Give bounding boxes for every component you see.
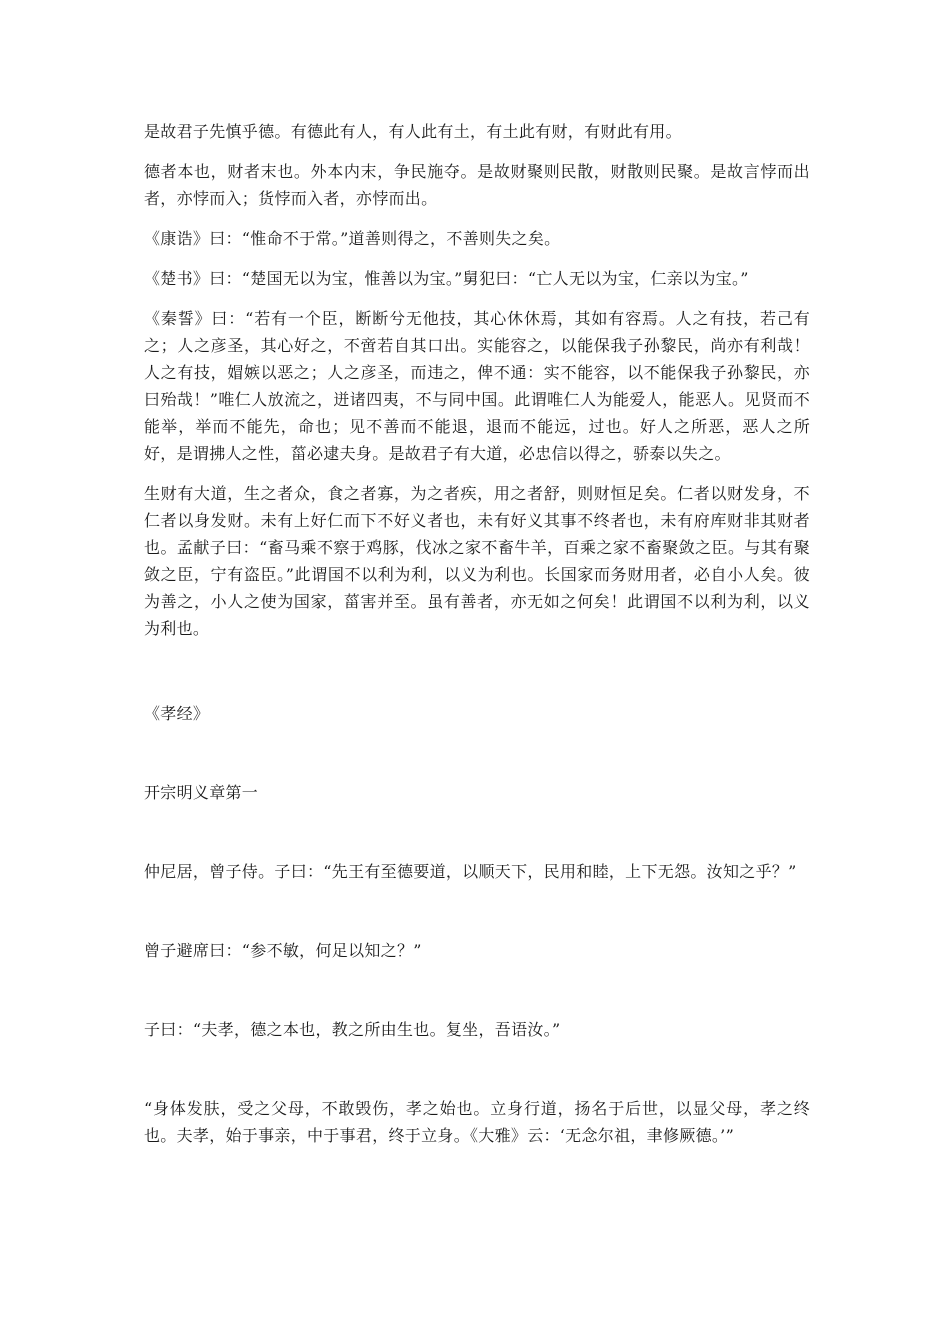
- paragraph: 仲尼居，曾子侍。子曰：“先王有至德要道，以顺天下，民用和睦，上下无怨。汝知之乎？”: [144, 862, 797, 881]
- paragraph: 曾子避席曰：“参不敏，何足以知之？”: [144, 941, 422, 960]
- paragraph: 生财有大道，生之者众，食之者寡，为之者疾，用之者舒，则财恒足矣。仁者以财发身，不仁者以身发财。未有上好仁而下不好义者也，未有好义其事不终者也，未有府库财非其财者也。孟献子曰：“畜马乘不察于鸡豚，伐冰之家不畜牛羊，百乘之家不畜聚敛之臣。与其有聚敛之臣，宁有盗臣。”此谓国不以利为利，以义为利也。长国家而务财用者，必自小人矣。彼为善之，小人之使为国家，菑害并至。虽有善者，亦无如之何矣！此谓国不以利为利，以义为利也。: [144, 484, 810, 638]
- paragraph: 《楚书》曰：“楚国无以为宝，惟善以为宝。”舅犯曰：“亡人无以为宝，仁亲以为宝。”: [144, 269, 749, 288]
- chapter-title: 开宗明义章第一: [144, 783, 259, 802]
- paragraph: 《秦誓》曰：“若有一个臣，断断兮无他技，其心休休焉，其如有容焉。人之有技，若己有之；人之彦圣，其心好之，不啻若自其口出。实能容之，以能保我子孙黎民，尚亦有利哉！人之有技，媢嫉以恶之；人之彦圣，而违之，俾不通：实不能容，以不能保我子孙黎民，亦曰殆哉！”唯仁人放流之，迸诸四夷，不与同中国。此谓唯仁人为能爱人，能恶人。见贤而不能举，举而不能先，命也；见不善而不能退，退而不能远，过也。好人之所恶，恶人之所好，是谓拂人之性，菑必逮夫身。是故君子有大道，必忠信以得之，骄泰以失之。: [144, 309, 810, 463]
- paragraph: 是故君子先慎乎德。有德此有人，有人此有土，有土此有财，有财此有用。: [144, 122, 682, 141]
- paragraph: 德者本也，财者末也。外本内末，争民施夺。是故财聚则民散，财散则民聚。是故言悖而出者，亦悖而入；货悖而入者，亦悖而出。: [144, 162, 810, 208]
- book-title: 《孝经》: [144, 704, 210, 723]
- document-page: [144, 118, 810, 1149]
- paragraph: 子曰：“夫孝，德之本也，教之所由生也。复坐，吾语汝。”: [144, 1020, 561, 1039]
- paragraph: “身体发肤，受之父母，不敢毁伤，孝之始也。立身行道，扬名于后世，以显父母，孝之终也。夫孝，始于事亲，中于事君，终于立身。《大雅》云：‘无念尔祖，聿修厥德。’”: [144, 1099, 810, 1145]
- paragraph: 《康诰》曰：“惟命不于常。”道善则得之，不善则失之矣。: [144, 229, 561, 248]
